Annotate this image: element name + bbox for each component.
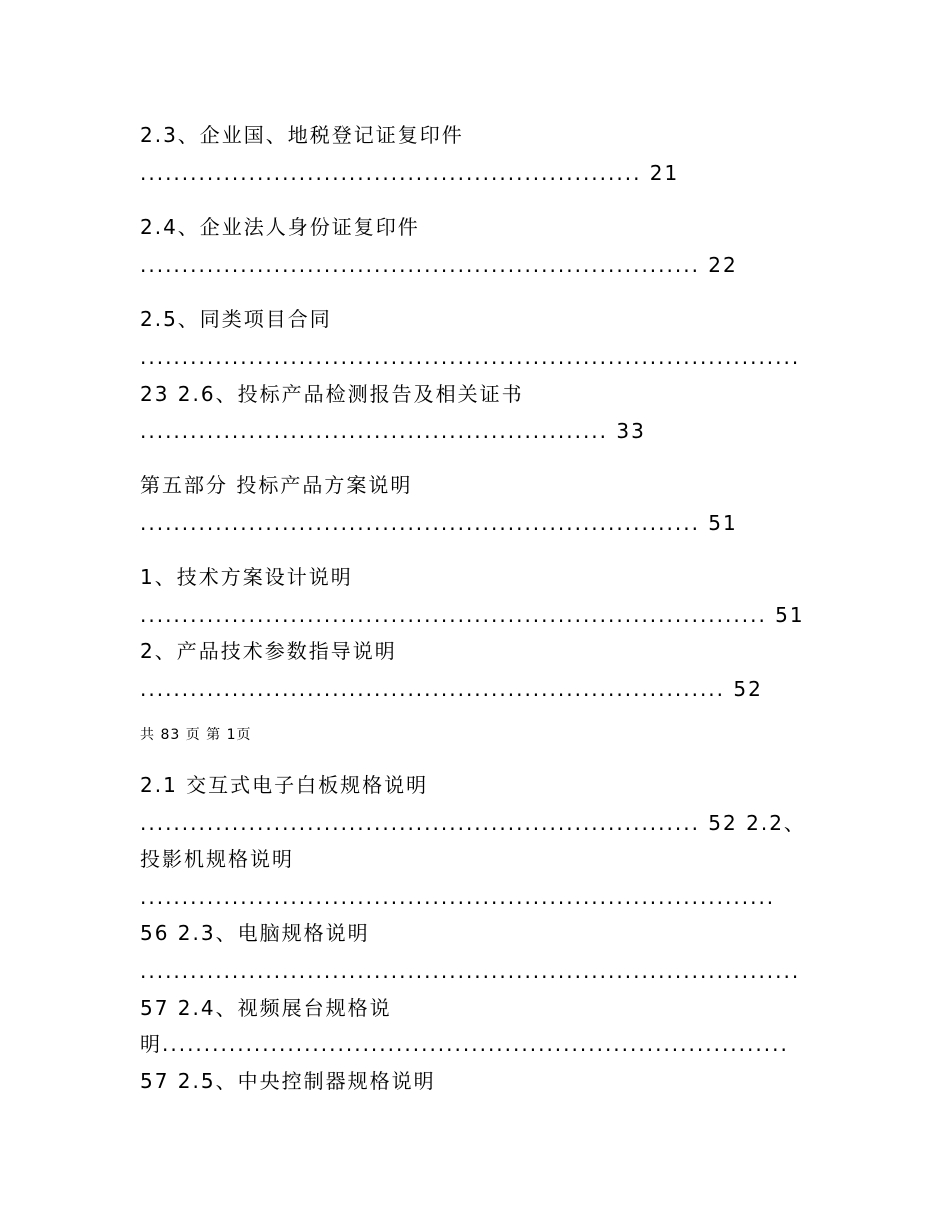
- toc-leader-51a: ................................................................... 51: [140, 511, 738, 535]
- page-footer: 共 83 页 第 1页: [140, 727, 252, 743]
- toc-leader-52b: ................................................................... 52 2.2、: [140, 811, 806, 835]
- toc-entry-2-3-title: 2.3、企业国、地税登记证复印件: [140, 123, 464, 147]
- toc-leader-2-2: ............................................................................: [140, 885, 776, 909]
- toc-entry-2-4-visualizer: 57 2.4、视频展台规格说: [140, 996, 392, 1020]
- toc-leader-52a: ...................................................................... 52: [140, 677, 763, 701]
- toc-leader-2-5: ...............................................................................: [140, 345, 801, 369]
- toc-leader-22: ................................................................... 22: [140, 253, 738, 277]
- toc-entry-1-title: 1、技术方案设计说明: [140, 565, 353, 589]
- toc-entry-2-5-controller: 57 2.5、中央控制器规格说明: [140, 1069, 436, 1093]
- toc-leader-2-4b: 明...........................................................................: [140, 1032, 789, 1056]
- toc-entry-2-1-title: 2.1 交互式电子白板规格说明: [140, 773, 429, 797]
- toc-leader-51b: ........................................................................... 51: [140, 603, 805, 627]
- toc-entry-2-4-title: 2.4、企业法人身份证复印件: [140, 215, 420, 239]
- toc-entry-2-6-title: 23 2.6、投标产品检测报告及相关证书: [140, 382, 524, 406]
- toc-leader-33: ........................................................ 33: [140, 419, 646, 443]
- toc-entry-2-3-computer: 56 2.3、电脑规格说明: [140, 921, 370, 945]
- toc-entry-2-5-title: 2.5、同类项目合同: [140, 307, 332, 331]
- toc-section-5-title: 第五部分 投标产品方案说明: [140, 473, 413, 497]
- toc-leader-2-3b: ...............................................................................: [140, 959, 801, 983]
- toc-entry-2-2-title: 投影机规格说明: [140, 847, 294, 871]
- toc-leader-21: ............................................................ 21: [140, 161, 680, 185]
- toc-entry-2-title: 2、产品技术参数指导说明: [140, 639, 397, 663]
